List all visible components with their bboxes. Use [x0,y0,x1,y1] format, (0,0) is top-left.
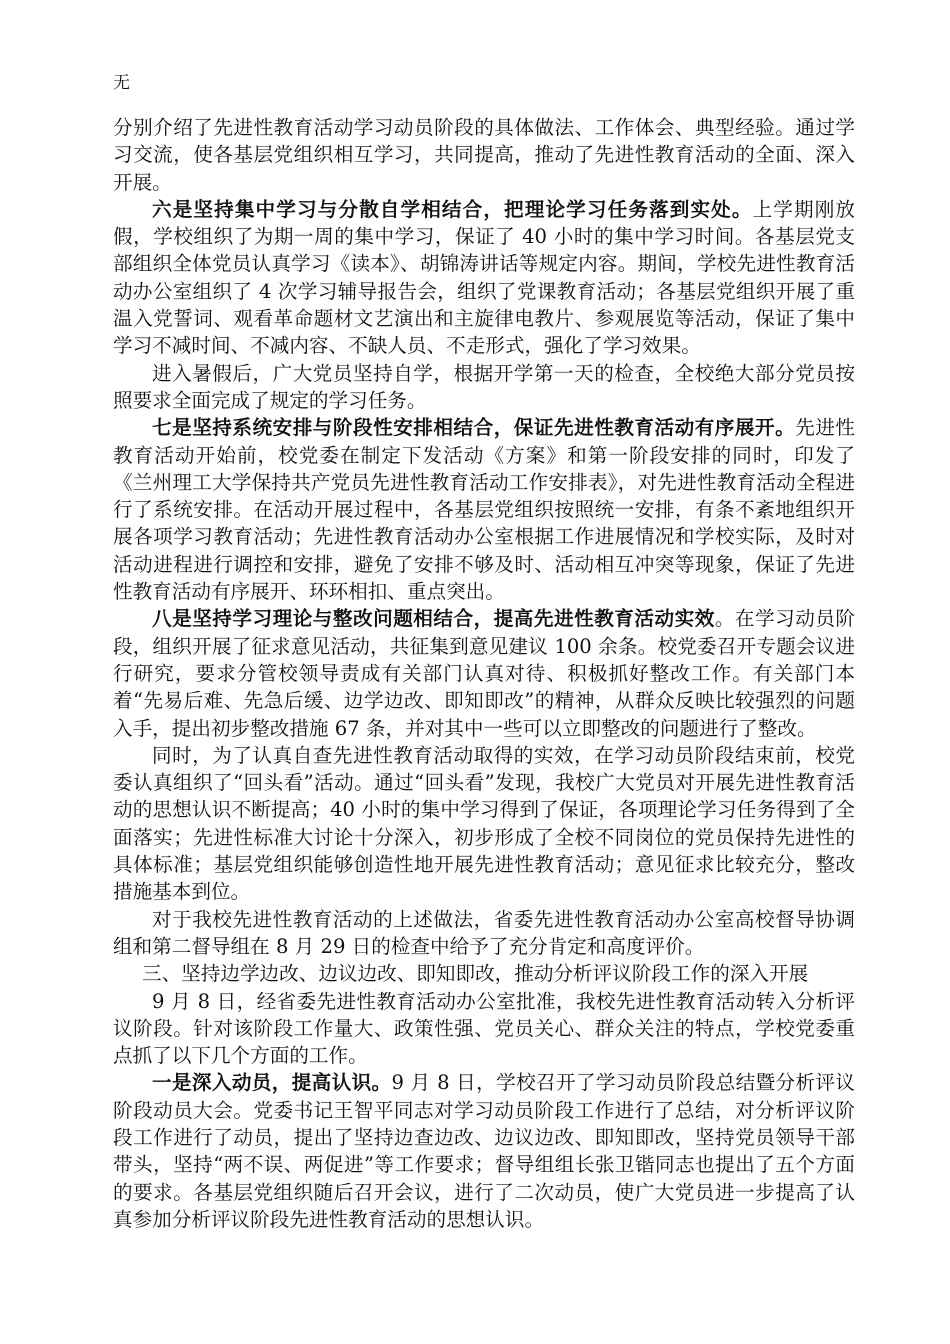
paragraph [113,605,855,741]
paragraph [113,1069,855,1233]
page-header-label: 无 [113,73,130,93]
paragraph-text: 三、坚持边学边改、边议边改、即知即改，推动分析评议阶段工作的深入开展 [142,962,809,986]
paragraph-bold-lead: 八是坚持学习理论与整改问题相结合，提高先进性教育活动实效 [152,607,715,631]
paragraph [113,742,855,906]
paragraph [113,196,855,360]
paragraph-text: 进入暑假后，广大党员坚持自学，根据开学第一天的检查，全校绝大部分党员按照要求全面完成了规定的学习任务。 [113,361,855,412]
section-heading [113,960,855,987]
paragraph [113,906,855,961]
paragraph-text: 。在学习动员阶段，组织开展了征求意见活动，共征集到意见建议 100 余条。校党委召开专题会议进行研究，要求分管校领导责成有关部门认真对待、积极抓好整改工作。有关部门本着“先易后难、先急后缓、边学边改、即知即改”的精神，从群众反映比较强烈的问题入手，提出初步整改措施 67 条，并对其中一些可以立即整改的问题进行了整改。 [113,607,856,740]
document-body [113,114,855,1233]
paragraph-text: 上学期刚放假，学校组织了为期一周的集中学习，保证了 40 小时的集中学习时间。各基层党支部组织全体党员认真学习《读本》、胡锦涛讲话等规定内容。期间，学校先进性教育活动办公室组织了 4 次学习辅导报告会，组织了党课教育活动；各基层党组织开展了重温入党誓词、观看革命题材文艺演出和主旋律电教片、参观展览等活动，保证了集中学习不减时间、不减内容、不缺人员、不走形式，强化了学习效果。 [113,197,856,358]
paragraph-text: 先进性教育活动开始前，校党委在制定下发活动《方案》和第一阶段安排的同时，印发了《兰州理工大学保持共产党员先进性教育活动工作安排表》，对先进性教育活动全程进行了系统安排。在活动开展过程中，各基层党组织按照统一安排，有条不紊地组织开展各项学习教育活动；先进性教育活动办公室根据工作进展情况和学校实际，及时对活动进程进行调控和安排，避免了安排不够及时、活动相互冲突等现象，保证了先进性教育活动有序展开、环环相扣、重点突出。 [113,416,856,604]
paragraph-bold-lead: 七是坚持系统安排与阶段性安排相结合，保证先进性教育活动有序展开。 [152,416,796,440]
paragraph-text: 同时，为了认真自查先进性教育活动取得的实效，在学习动员阶段结束前，校党委认真组织了“回头看”活动。通过“回头看”发现，我校广大党员对开展先进性教育活动的思想认识不断提高；40 小时的集中学习得到了保证，各项理论学习任务得到了全面落实；先进性标准大讨论十分深入，初步形成了全校不同岗位的党员保持先进性的具体标准；基层党组织能够创造性地开展先进性教育活动；意见征求比较充分，整改措施基本到位。 [113,743,855,904]
paragraph [113,414,855,605]
paragraph [113,360,855,415]
paragraph [113,114,855,196]
paragraph-text: 9 月 8 日，学校召开了学习动员阶段总结暨分析评议阶段动员大会。党委书记王智平同志对学习动员阶段工作进行了总结，对分析评议阶段工作进行了动员，提出了坚持边查边改、边议边改、即知即改，坚持党员领导干部带头，坚持“两不误、两促进”等工作要求；督导组组长张卫锴同志也提出了五个方面的要求。各基层党组织随后召开会议，进行了二次动员，使广大党员进一步提高了认真参加分析评议阶段先进性教育活动的思想认识。 [113,1071,856,1231]
paragraph-bold-lead: 六是坚持集中学习与分散自学相结合，把理论学习任务落到实处。 [152,197,753,221]
paragraph-text: 9 月 8 日，经省委先进性教育活动办公室批准，我校先进性教育活动转入分析评议阶段。针对该阶段工作量大、政策性强、党员关心、群众关注的特点，学校党委重点抓了以下几个方面的工作。 [113,989,855,1068]
paragraph-text: 对于我校先进性教育活动的上述做法，省委先进性教育活动办公室高校督导协调组和第二督导组在 8 月 29 日的检查中给予了充分肯定和高度评价。 [113,907,855,958]
paragraph-text: 分别介绍了先进性教育活动学习动员阶段的具体做法、工作体会、典型经验。通过学习交流，使各基层党组织相互学习，共同提高，推动了先进性教育活动的全面、深入开展。 [113,116,855,194]
paragraph [113,988,855,1070]
paragraph-bold-lead: 一是深入动员，提高认识。 [152,1071,392,1095]
